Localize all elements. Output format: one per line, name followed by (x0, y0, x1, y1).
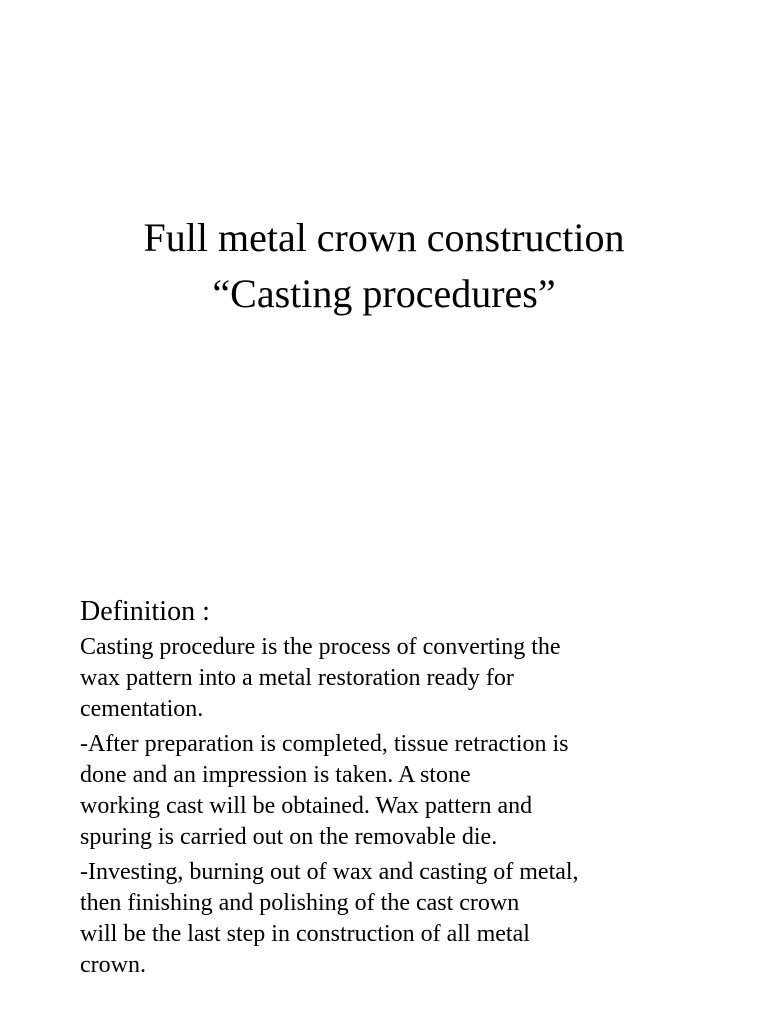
title-line-2: “Casting procedures” (212, 271, 556, 316)
text-line: done and an impression is taken. A stone (80, 762, 471, 788)
text-line: crown. (80, 952, 146, 978)
text-line: cementation. (80, 696, 204, 722)
definition-paragraph-2 (80, 729, 720, 853)
definition-paragraph-1 (80, 632, 720, 725)
text-line: then finishing and polishing of the cast crown (80, 890, 520, 916)
text-line: Casting procedure is the process of converting the (80, 634, 561, 660)
definition-section (80, 594, 720, 985)
text-line: -After preparation is completed, tissue retraction is (80, 731, 569, 757)
text-line: working cast will be obtained. Wax pattern and (80, 793, 533, 819)
title-line-1: Full metal crown construction (143, 215, 625, 260)
slide-title (0, 210, 768, 322)
text-line: will be the last step in construction of all metal (80, 921, 530, 947)
definition-paragraph-3 (80, 857, 720, 981)
text-line: wax pattern into a metal restoration ready for (80, 665, 514, 691)
text-line: -Investing, burning out of wax and casting of metal, (80, 859, 579, 885)
text-line: spuring is carried out on the removable die. (80, 824, 498, 850)
definition-heading: Definition : (80, 596, 210, 627)
